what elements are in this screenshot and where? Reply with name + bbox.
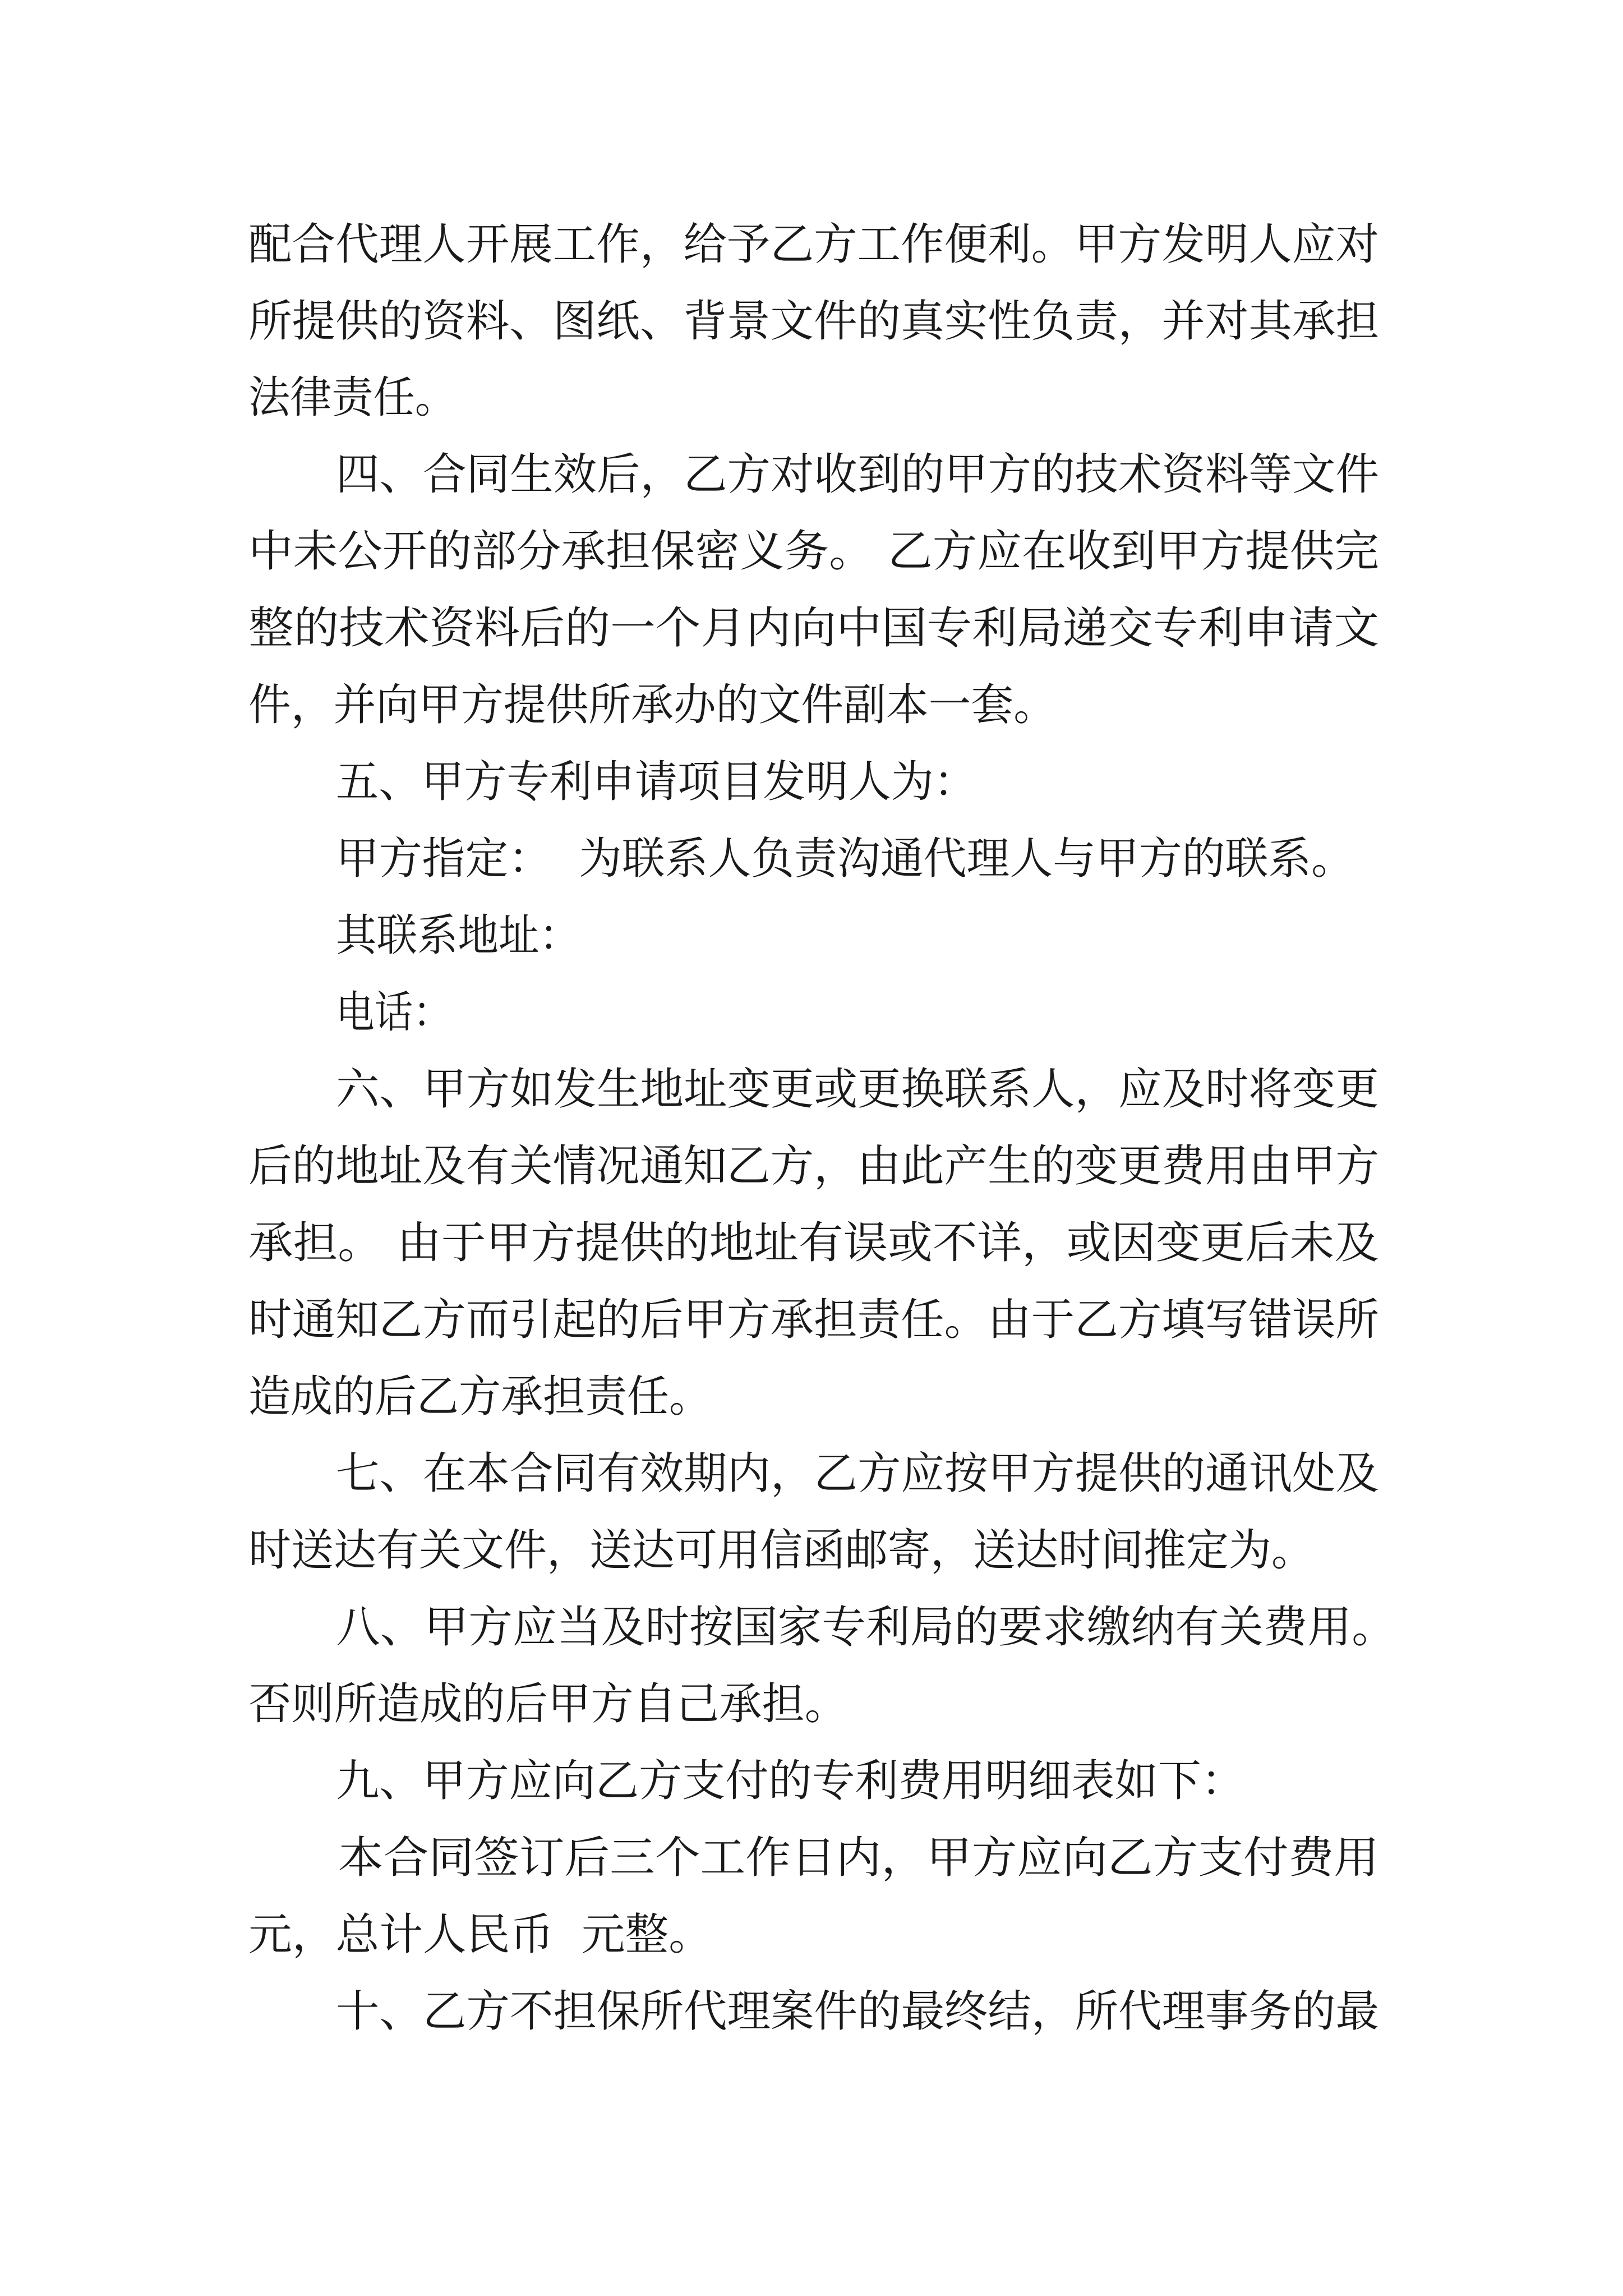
text-line: 本合同签订后三个工作日内，甲方应向乙方支付费用 <box>338 1833 1379 1883</box>
text-line: 时送达有关文件，送达可用信函邮寄，送达时间推定为。 <box>248 1525 1314 1576</box>
text-line: 所提供的资料、图纸、背景文件的真实性负责，并对其承担 <box>248 296 1379 347</box>
text-line: 后的地址及有关情况通知乙方，由此产生的变更费用由甲方 <box>248 1141 1379 1191</box>
text-line: 甲方指定： 为联系人负责沟通代理人与甲方的联系。 <box>336 834 1354 884</box>
text-line: 七、在本合同有效期内，乙方应按甲方提供的通讯处及 <box>336 1448 1379 1499</box>
text-line: 九、甲方应向乙方支付的专利费用明细表如下： <box>336 1756 1244 1806</box>
text-line: 元，总计人民币 元整。 <box>248 1910 712 1960</box>
text-line: 造成的后乙方承担责任。 <box>248 1372 711 1422</box>
text-line: 时通知乙方而引起的后甲方承担责任。由于乙方填写错误所 <box>248 1295 1379 1345</box>
text-line: 电话： <box>336 987 451 1038</box>
text-line: 件，并向甲方提供所承办的文件副本一套。 <box>248 680 1056 730</box>
text-line: 整的技术资料后的一个月内向中国专利局递交专利申请文 <box>248 603 1379 654</box>
text-line: 八、甲方应当及时按国家专利局的要求缴纳有关费用。 <box>336 1602 1396 1653</box>
text-line: 配合代理人开展工作，给予乙方工作便利。甲方发明人应对 <box>248 219 1379 270</box>
text-line: 十、乙方不担保所代理案件的最终结，所代理事务的最 <box>336 1986 1379 2037</box>
text-line: 中未公开的部分承担保密义务。 乙方应在收到甲方提供完 <box>248 526 1379 577</box>
text-line: 法律责任。 <box>248 372 457 423</box>
text-line: 四、合同生效后，乙方对收到的甲方的技术资料等文件 <box>336 449 1379 500</box>
text-line: 五、甲方专利申请项目发明人为： <box>336 757 976 807</box>
text-line: 承担。 由于甲方提供的地址有误或不详，或因变更后未及 <box>248 1218 1379 1268</box>
text-line: 六、甲方如发生地址变更或更换联系人，应及时将变更 <box>336 1064 1379 1115</box>
text-line: 其联系地址： <box>336 910 580 961</box>
text-line: 否则所造成的后甲方自己承担。 <box>248 1679 847 1729</box>
